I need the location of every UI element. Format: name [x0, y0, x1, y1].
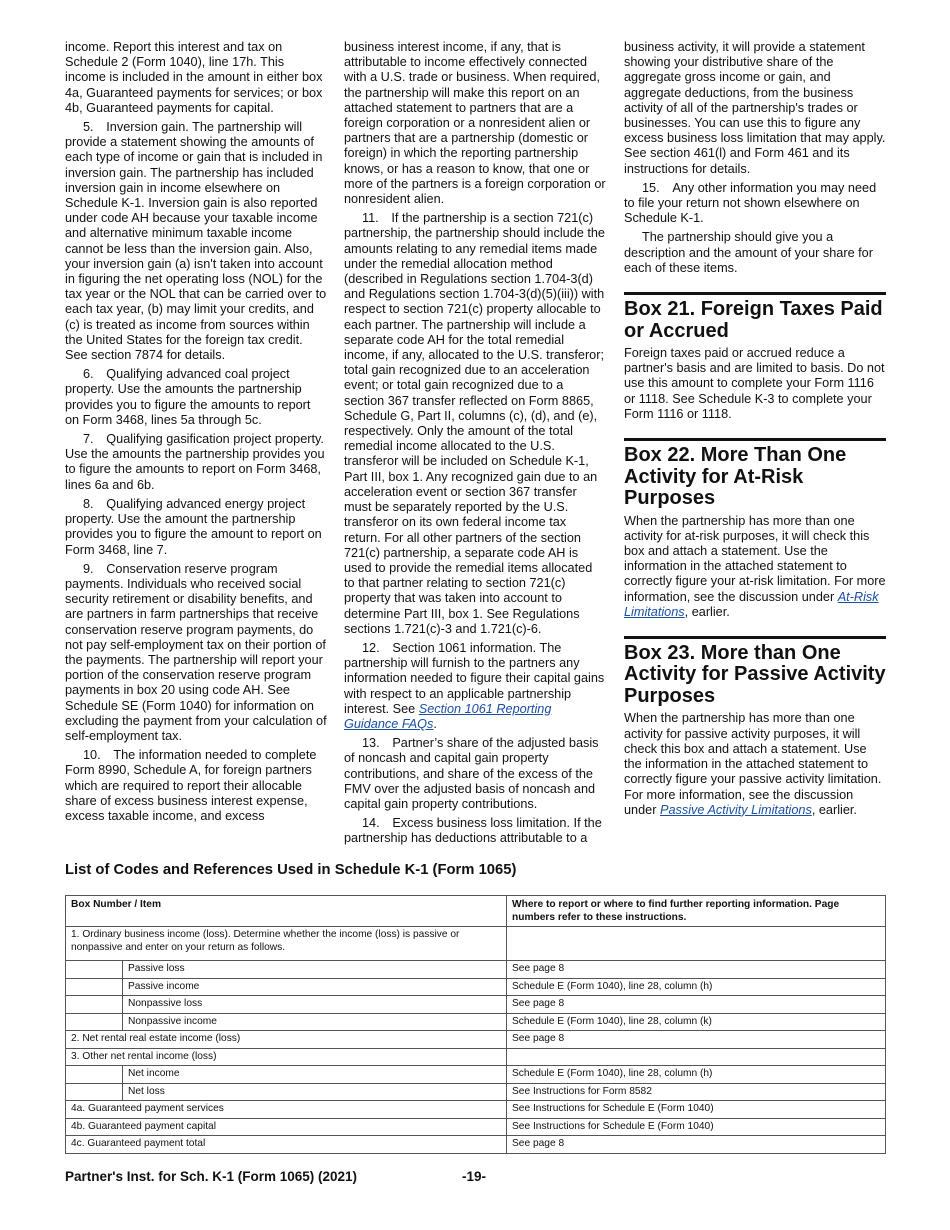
indent-cell: [66, 978, 123, 996]
item-cell: Net income: [123, 1066, 507, 1084]
paragraph: 11. If the partnership is a section 721(c) partnership, the partnership should include the amounts relating to any remedial items made under the remedial allocation method (described in Regulations section 1.704-3(d) and Regulations section 1.704-3(d)(5)(iii)) with respect to section 721(c) property allocable to each partner. The partnership will include a separate code AH for the total remedial income, if any, allocated to the U.S. transferor; total gain recognized due to an acceleration event; or total gain recognized due to a section 367 transfer reflected on Form 8865, Schedule G, Part II, columns (c), (d), and (e), respectively. Only the amount of the total remedial income allocated to the U.S. transferor will be included on Schedule K-1, Part III, box 1. Any recognized gain due to an acceleration event or section 367 transfer must be separately reported by the U.S. transferor on its own federal income tax return. For all other partners of the section 721(c) partnership, a separate code AH is used to provide the remedial items allocated to that partner relating to section 721(c) property that was taken into account to determine Part III, box 1. See Regulations sections 1.721(c)-3 and 1.721(c)-6.: [344, 211, 605, 636]
at-risk-limitations-link[interactable]: At-Risk Limitations: [624, 589, 879, 619]
codes-table: [65, 895, 886, 1154]
reference-cell: Schedule E (Form 1040), line 28, column (h): [507, 1066, 886, 1084]
item-cell: 4c. Guaranteed payment total: [66, 1136, 507, 1154]
reference-cell: See page 8: [507, 1136, 886, 1154]
table-row: [66, 978, 886, 996]
table-row: [66, 1048, 886, 1066]
paragraph: income. Report this interest and tax on Schedule 2 (Form 1040), line 17h. This income is included in the amount in either box 4a, Guaranteed payments for services; or box 4b, Guaranteed payments for capital.: [65, 40, 323, 115]
table-row: [66, 1136, 886, 1154]
paragraph: [624, 711, 886, 817]
paragraph: 14. Excess business loss limitation. If the partnership has deductions attributable to a: [344, 816, 602, 846]
text-column-2: [344, 40, 606, 851]
text-column-1: [65, 40, 327, 828]
section-1061-faq-link[interactable]: Section 1061 Reporting Guidance FAQs: [344, 701, 552, 731]
paragraph: The partnership should give you a description and the amount of your share for each of these items.: [624, 230, 873, 275]
item-cell: Passive loss: [123, 961, 507, 979]
reference-cell: See Instructions for Schedule E (Form 1040): [507, 1118, 886, 1136]
table-header-row: [66, 896, 886, 927]
paragraph: 10. The information needed to complete Form 8990, Schedule A, for foreign partners which are required to report their allocable share of excess business interest expense, excess taxable income, and excess: [65, 748, 317, 823]
box-22-heading: Box 22. More Than One Activity for At-Risk Purposes: [624, 438, 886, 510]
paragraph: 5. Inversion gain. The partnership will provide a statement showing the amounts of each type of income or gain that is included in inversion gain. The partnership has included inversion gain in income elsewhere on Schedule K-1. Inversion gain is also reported under code AH because your taxable income and alternative minimum taxable income cannot be less than the inversion gain. Also, your inversion gain (a) isn't taken into account in figuring the net operating loss (NOL) for the tax year or the NOL that can be carried over to each tax year, (b) may limit your credits, and (c) is treated as income from sources within the United States for the foreign tax credit. See section 7874 for details.: [65, 120, 327, 363]
reference-cell: See page 8: [507, 961, 886, 979]
reference-cell: [507, 1048, 886, 1066]
item-cell: Nonpassive income: [123, 1013, 507, 1031]
table-row: [66, 927, 886, 961]
page-number: -19-: [462, 1169, 487, 1184]
indent-cell: [66, 1083, 123, 1101]
header-where-to-report: Where to report or where to find further reporting information. Page numbers refer to these instructions.: [507, 896, 886, 927]
reference-cell: See Instructions for Form 8582: [507, 1083, 886, 1101]
indent-cell: [66, 1066, 123, 1084]
item-cell: 1. Ordinary business income (loss). Determine whether the income (loss) is passive or nonpassive and enter on your return as follows.: [66, 927, 507, 961]
paragraph: business interest income, if any, that is attributable to income effectively connected with a U.S. trade or business. When required, the partnership will make this report on an attached statement to partners that are a foreign corporation or a nonresident alien or partners that are a partnership (domestic or foreign) in which the reporting partnership knows, or has a reason to know, that one or more of the partners is a foreign corporation or nonresident alien.: [344, 40, 606, 207]
text-column-3: [624, 40, 886, 822]
item-cell: 2. Net rental real estate income (loss): [66, 1031, 507, 1049]
table-row: [66, 1083, 886, 1101]
paragraph: 9. Conservation reserve program payments. Individuals who received social security retirement or disability benefits, and are partners in farm partnerships that receive conservation reserve program payments, do not pay self-employment tax on their portion of the payments. The partnership will report your portion of the conservation reserve program payments in box 20 using code AH. See Schedule SE (Form 1040) for information on excluding the payment from your calculation of self-employment tax.: [65, 561, 327, 743]
box-21-heading: Box 21. Foreign Taxes Paid or Accrued: [624, 292, 886, 342]
paragraph: 8. Qualifying advanced energy project property. Use the amount the partnership provides you to figure the amount to report on Form 3468, line 7.: [65, 496, 322, 557]
paragraph: 13. Partner’s share of the adjusted basis of noncash and capital gain property contributions, and share of the excess of the FMV over the adjusted basis of noncash and capital gain property contributions.: [344, 736, 599, 811]
item-cell: 4b. Guaranteed payment capital: [66, 1118, 507, 1136]
item-cell: Net loss: [123, 1083, 507, 1101]
table-row: [66, 1118, 886, 1136]
item-cell: 4a. Guaranteed payment services: [66, 1101, 507, 1119]
table-row: [66, 996, 886, 1014]
text-span: When the partnership has more than one activity for passive activity purposes, it will check this box and attach a statement. Use the information in the attached statement to correctly figure your passive activity limitation. For more information, see the discussion under: [624, 711, 882, 817]
text-span: , earlier.: [684, 604, 730, 619]
reference-cell: See page 8: [507, 1031, 886, 1049]
reference-cell: See page 8: [507, 996, 886, 1014]
text-span: 12. Section 1061 information. The partnership will furnish to the partners any information needed to figure their capital gains with respect to an applicable partnership interest. See: [344, 640, 605, 716]
indent-cell: [66, 1013, 123, 1031]
table-row: [66, 961, 886, 979]
text-span: When the partnership has more than one activity for at-risk purposes, it will check this box and attach a statement. Use the information in the attached statement to correctly figure your at-risk limitation. For more information, see the discussion under: [624, 513, 886, 604]
table-row: [66, 1031, 886, 1049]
text-span: .: [433, 716, 437, 731]
text-span: , earlier.: [811, 802, 857, 817]
table-row: [66, 1101, 886, 1119]
paragraph: 7. Qualifying gasification project property. Use the amounts the partnership provides you to figure the amounts to report on Form 3468, lines 6a and 6b.: [65, 432, 325, 492]
item-cell: Passive income: [123, 978, 507, 996]
paragraph: [344, 641, 606, 732]
indent-cell: [66, 961, 123, 979]
header-box-number: Box Number / Item: [66, 896, 507, 927]
paragraph: Foreign taxes paid or accrued reduce a partner's basis and are limited to basis. Do not use this amount to complete your Form 1116 or 1118. See Schedule K-3 to complete your Form 1116 or 1118.: [624, 346, 885, 421]
paragraph: [624, 514, 886, 620]
item-cell: 3. Other net rental income (loss): [66, 1048, 507, 1066]
indent-cell: [66, 996, 123, 1014]
paragraph: 15. Any other information you may need to file your return not shown elsewhere on Schedule K-1.: [624, 180, 877, 226]
reference-cell: Schedule E (Form 1040), line 28, column (h): [507, 978, 886, 996]
box-23-heading: Box 23. More than One Activity for Passive Activity Purposes: [624, 636, 886, 708]
reference-cell: [507, 927, 886, 961]
reference-cell: See Instructions for Schedule E (Form 1040): [507, 1101, 886, 1119]
item-cell: Nonpassive loss: [123, 996, 507, 1014]
codes-list-title: List of Codes and References Used in Schedule K-1 (Form 1065): [65, 862, 517, 878]
passive-activity-limitations-link[interactable]: Passive Activity Limitations: [659, 802, 812, 817]
footer-document-title: Partner's Inst. for Sch. K-1 (Form 1065) (2021): [65, 1169, 358, 1184]
table-row: [66, 1066, 886, 1084]
paragraph: 6. Qualifying advanced coal project property. Use the amounts the partnership provides you to figure the amounts to report on Form 3468, lines 5a through 5c.: [65, 367, 311, 427]
reference-cell: Schedule E (Form 1040), line 28, column (k): [507, 1013, 886, 1031]
paragraph: business activity, it will provide a statement showing your distributive share of the aggregate gross income or gain, and aggregate deductions, from the business activity of all of the partnership's trades or businesses. You can use this to figure any excess business loss limitation that may apply. See section 461(l) and Form 461 and its instructions for details.: [624, 40, 886, 176]
table-row: [66, 1013, 886, 1031]
